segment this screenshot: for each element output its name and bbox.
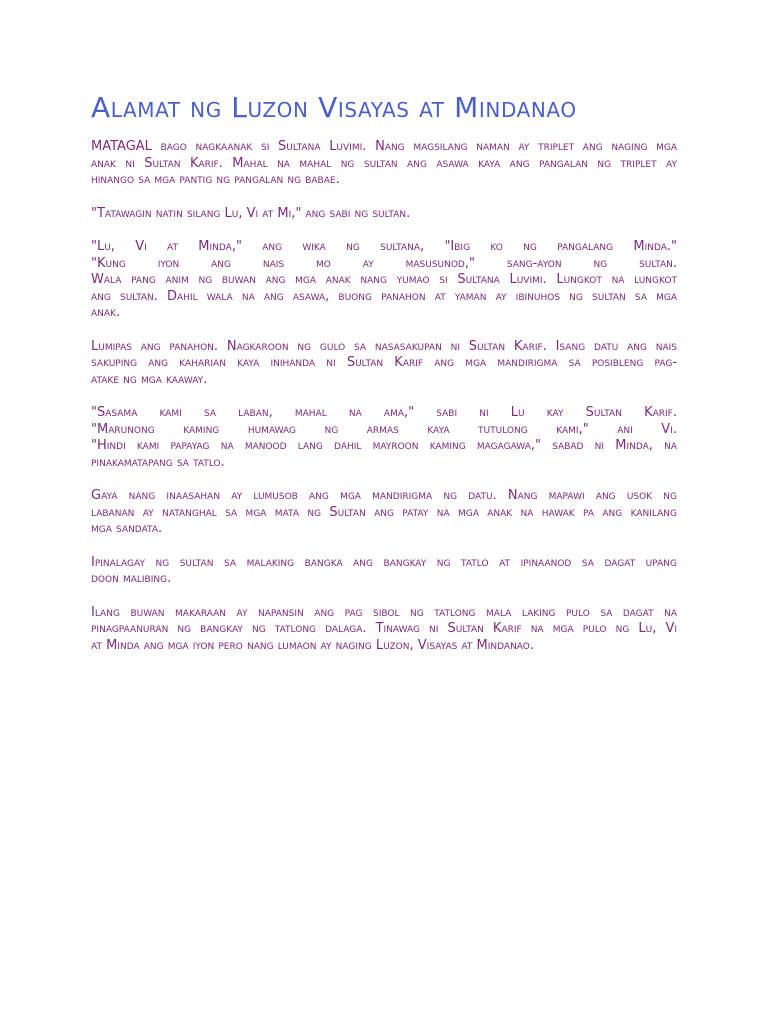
paragraph [91,488,677,538]
paragraph-line: "Hindi kami papayag na manood lang dahil mayroon kaming magagawa," sabad ni Minda, na [91,438,677,453]
paragraph-line: Lumipas ang panahon. Nagkaroon ng gulo sa nasasakupan ni Sultan Karif. Isang datu ang nais [91,338,677,354]
paragraph-line: "Lu, Vi at Minda," ang wika ng sultana, "Ibig ko ng pangalang Minda." [91,239,677,254]
paragraph-line: Ipinalagay ng sultan sa malaking bangka ang bangkay ng tatlo at ipinaanod sa dagat upang [91,554,677,570]
paragraph [91,206,677,223]
paragraph [91,555,677,588]
paragraph-line: Ilang buwan makaraan ay napansin ang pag sibol ng tatlong mala laking pulo sa dagat na [91,604,677,620]
paragraph-line: "Sasama kami sa laban, mahal na ama," sabi ni Lu kay Sultan Karif. [91,405,677,420]
paragraph [91,139,677,189]
paragraph [91,405,677,471]
paragraph [91,239,677,322]
document-title: Alamat ng Luzon Visayas at Mindanao [91,91,577,124]
paragraph-line: "Tatawagin natin silang Lu, Vi at Mi," ang sabi ng sultan. [91,205,411,221]
paragraph-line: pinagpaanuran ng bangkay ng tatlong dalaga. Tinawag ni Sultan Karif na mga pulo ng Lu, Vi [91,621,677,636]
paragraph [91,605,677,655]
paragraph-line: sakuping ang kaharian kaya inihanda ni Sultan Karif ang mga mandirigma sa posibleng pag- [91,355,677,370]
document-page [91,92,677,654]
paragraph-line: Gaya nang inaasahan ay lumusob ang mga mandirigma ng datu. Nang mapawi ang usok ng [91,488,677,503]
paragraph-line: "Kung iyon ang nais mo ay masusunod," sang-ayon ng sultan. [91,255,677,271]
paragraph-line: pinakamatapang sa tatlo. [91,454,225,470]
paragraph [91,339,677,389]
paragraph-line: doon malibing. [91,571,172,586]
paragraph-line: "Marunong kaming humawag ng armas kaya tutulong kami," ani Vi. [91,421,677,437]
paragraph-line: anak. [91,305,121,320]
paragraph-line: anak ni Sultan Karif. Mahal na mahal ng sultan ang asawa kaya ang pangalan ng triplet ay [91,155,677,171]
paragraph-line: MATAGAL bago nagkaanak si Sultana Luvimi. Nang magsilang naman ay triplet ang naging mga [91,139,677,154]
document-body [91,139,677,654]
paragraph-line: mga sandata. [91,521,163,536]
paragraph-line: atake ng mga kaaway. [91,371,208,387]
paragraph-line: ang sultan. Dahil wala na ang asawa, buong panahon at yaman ay ibinuhos ng sultan sa mga [91,288,677,304]
paragraph-line: at Minda ang mga iyon pero nang lumaon ay naging Luzon, Visayas at Mindanao. [91,637,535,653]
paragraph-line: Wala pang anim ng buwan ang mga anak nang yumao si Sultana Luvimi. Lungkot na lungkot [91,272,677,287]
paragraph-line: labanan ay natanghal sa mga mata ng Sultan ang patay na mga anak na hawak pa ang kanilang [91,504,677,520]
paragraph-line: hinango sa mga pantig ng pangalan ng babae. [91,172,340,187]
